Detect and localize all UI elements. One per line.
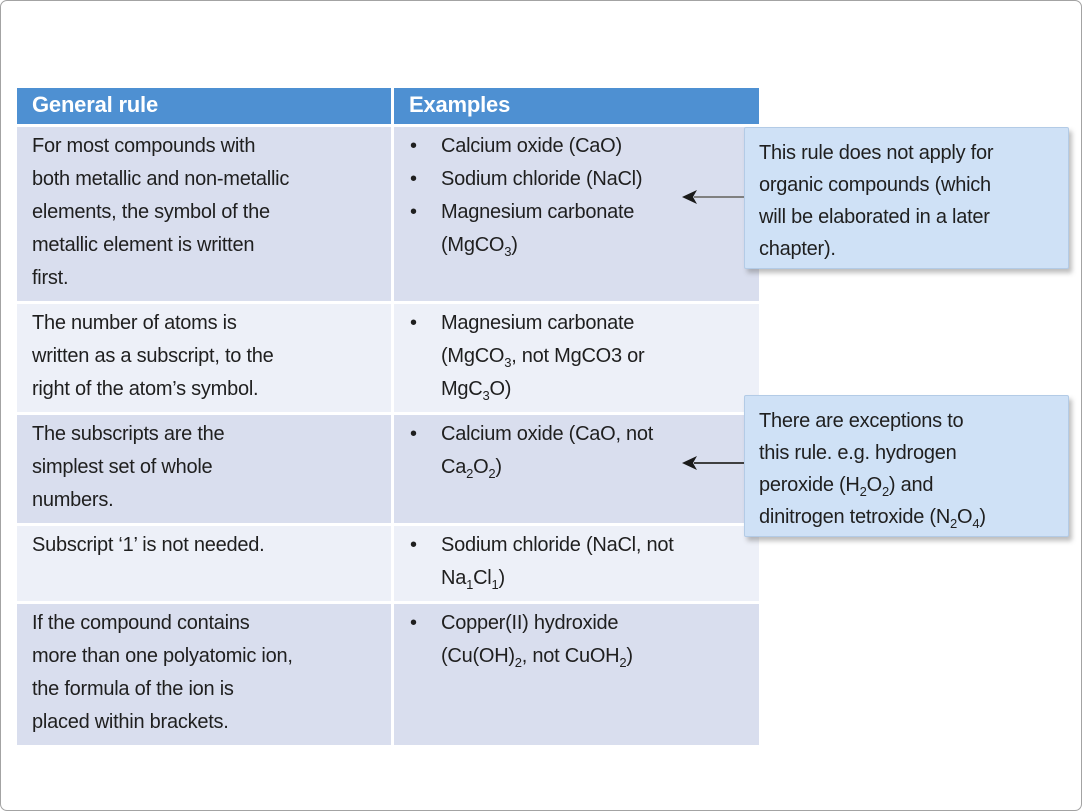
example-item: • Sodium chloride (NaCl, not $Na_1Cl_1$) [441,529,755,595]
rules-table [14,85,762,748]
table-header [16,87,761,126]
table-row [16,303,761,414]
examples-cell [393,126,761,303]
rule-cell: The subscripts are the simplest set of whole numbers. [16,414,393,525]
example-item: • Calcium oxide (CaO) [441,130,755,163]
examples-list [394,607,755,673]
example-item: • Calcium oxide (CaO, not $Ca_2O_2$) [441,418,755,484]
header-examples: Examples [393,87,761,126]
examples-cell [393,525,761,603]
rule-cell: If the compound contains more than one polyatomic ion, the formula of the ion is placed within brackets. [16,603,393,747]
callout-organic-compounds-text: This rule does not apply for organic compounds (which will be elaborated in a later chapter). [759,142,994,260]
header-general-rule: General rule [16,87,393,126]
callout-exceptions [744,395,1069,537]
examples-cell [393,603,761,747]
example-item: • Magnesium carbonate (MgCO$_3$, not MgCO3 or MgC$_3$O) [441,307,755,406]
example-item: • Copper(II) hydroxide ($Cu(OH)_2$, not CuOH$_2$) [441,607,755,673]
rules-tbody [16,126,761,747]
examples-list [394,418,755,484]
rule-cell: For most compounds with both metallic and non-metallic elements, the symbol of the metallic element is written first. [16,126,393,303]
examples-list [394,529,755,595]
rule-cell: Subscript ‘1’ is not needed. [16,525,393,603]
table-row [16,603,761,747]
table-row [16,414,761,525]
rule-cell: The number of atoms is written as a subscript, to the right of the atom’s symbol. [16,303,393,414]
table-row [16,525,761,603]
examples-cell [393,303,761,414]
example-item: • Sodium chloride (NaCl) [441,163,755,196]
callout-exceptions-text: There are exceptions to this rule. e.g. hydrogen peroxide $(H_2O_2)$ and dinitrogen tetroxide $(N_2O_4)$ [759,410,986,531]
examples-list [394,307,755,406]
example-item: • Magnesium carbonate (MgCO$_3$) [441,196,755,262]
callout-organic-compounds [744,127,1069,269]
table-row [16,126,761,303]
header-row [16,87,761,126]
left-arrow-icon [681,454,745,472]
left-arrow-icon [681,188,745,206]
